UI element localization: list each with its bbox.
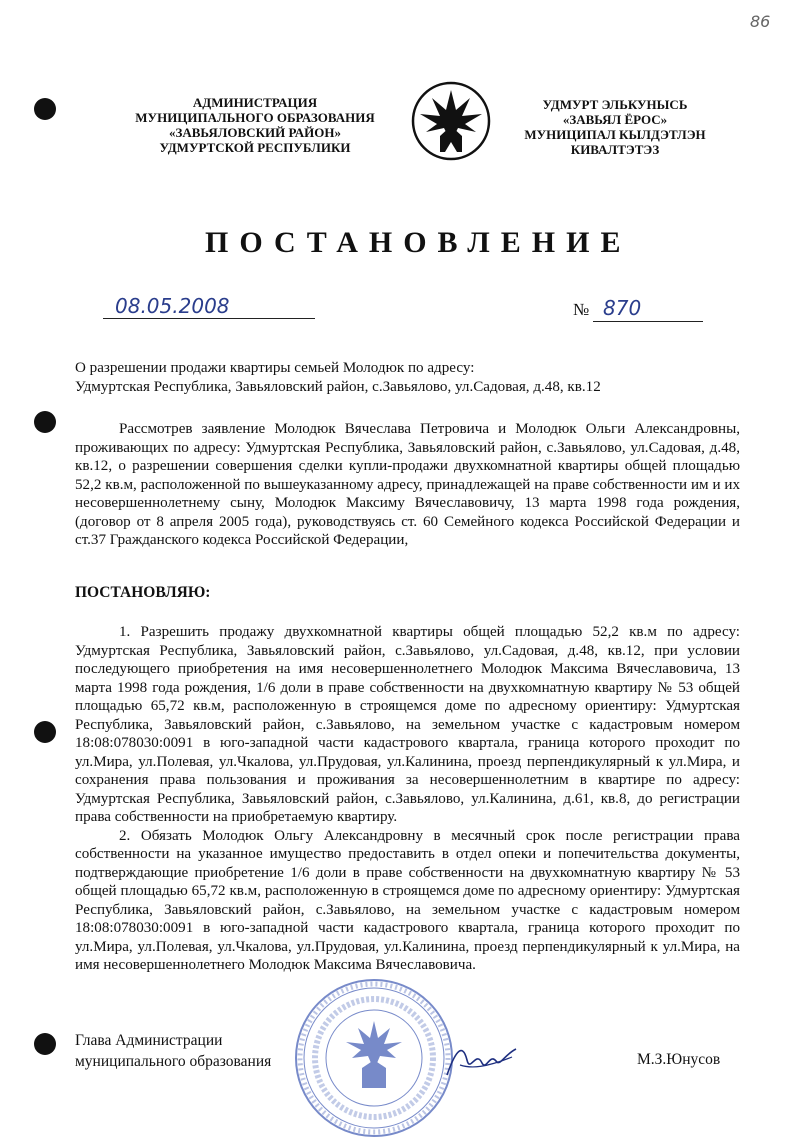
subject-line: О разрешении продажи квартиры семьей Молодюк по адресу: <box>75 360 475 376</box>
signature-position-line: Глава Администрации <box>75 1032 223 1049</box>
signature-position-line: муниципального образования <box>75 1053 272 1070</box>
punch-hole <box>34 98 56 120</box>
preamble <box>75 420 740 550</box>
preamble-paragraph: Рассмотрев заявление Молодюк Вячеслава Петровича и Молодюк Ольги Александровны, проживающих по адресу: Удмуртская Республика, Завьяловский район, с.Завьялово, ул.Садовая, д.48, кв.12, о разрешении совершения сделки купли-продажи двухкомнатной квартиры общей площадью 52,2 кв.м, расположенной по вышеуказанному адресу, принадлежащей на праве собственности им и их несовершеннолетнему сыну, Молодюк Максиму Вячеславовичу, 13 марта 1998 года рождения, (договор от 8 апреля 2005 года), руководствуясь ст. 60 Семейного кодекса Российской Федерации и ст.37 Гражданского кодекса Российской Федерации, <box>75 421 740 548</box>
signature-scribble <box>442 1035 522 1085</box>
official-seal-stamp <box>292 976 457 1141</box>
document-title: ПОСТАНОВЛЕНИЕ <box>205 226 632 259</box>
header-left-line: «ЗАВЬЯЛОВСКИЙ РАЙОН» <box>169 125 341 140</box>
resolution-item-2: 2. Обязать Молодюк Ольгу Александровну в месячный срок после регистрации права собственности на указанное имущество предоставить в отдел опеки и попечительства документы, подтверждающие приобретение 1/6 доли в праве собственности на двухкомнатную квартиру № 53 общей площадью 65,72 кв.м, расположенную в строящемся доме по адресному ориентиру: Удмуртская Республика, Завьяловский район, с.Завьялово, на земельном участке с кадастровым номером 18:08:078030:0091 в юго-западной части кадастрового квартала, граница которого проходит по ул.Мира, ул.Полевая, ул.Чкалова, ул.Прудовая, ул.Калинина, проезд перпендикулярный к ул.Мира, на имя несовершеннолетнего Молодюк Максима Вячеславовича. <box>75 827 740 973</box>
district-emblem-icon <box>410 80 492 162</box>
page-number-note: 86 <box>750 12 771 31</box>
header-left-line: АДМИНИСТРАЦИЯ <box>192 95 318 110</box>
resolve-heading: ПОСТАНОВЛЯЮ: <box>75 584 211 601</box>
signature-position <box>75 1030 271 1072</box>
document-date: 08.05.2008 <box>115 294 230 318</box>
resolution-item-1: 1. Разрешить продажу двухкомнатной квартиры общей площадью 52,2 кв.м по адресу: Удмуртская Республика, Завьяловский район, с.Завьялово, ул.Садовая, д.48, кв.12, при условии последующего приобретения на имя несовершеннолетнего Молодюк Максима Вячеславовича, 13 марта 1998 года рождения, 1/6 доли в праве собственности на двухкомнатную квартиру № 53 общей площадью 65,72 кв.м, расположенную в строящемся доме по адресному ориентиру: Удмуртская Республика, Завьяловский район, с.Завьялово, на земельном участке с кадастровым номером 18:08:078030:0091 в юго-западной части кадастрового квартала, граница которого проходит по ул.Мира, ул.Полевая, ул.Чкалова, ул.Прудовая, ул.Калинина, проезд перпендикулярный к ул.Мира, и сохранения права пользования и проживания за несовершеннолетним в квартире по адресу: Удмуртская Республика, Завьяловский район, с.Завьялово, ул.Калинина, д.61, кв.8, до регистрации права собственности на приобретаемую квартиру. <box>75 624 740 825</box>
header-right-line: КИВАЛТЭТЭЗ <box>570 142 660 157</box>
resolution-items <box>75 623 740 975</box>
punch-hole <box>34 411 56 433</box>
header-left-line: УДМУРТСКОЙ РЕСПУБЛИКИ <box>159 140 351 155</box>
header-right-line: УДМУРТ ЭЛЬКУНЫСЬ <box>542 97 688 112</box>
subject <box>75 359 740 396</box>
subject-line: Удмуртская Республика, Завьяловский район, с.Завьялово, ул.Садовая, д.48, кв.12 <box>75 378 601 395</box>
date-line <box>103 296 315 319</box>
number-label: № <box>573 300 590 319</box>
document-number: 870 <box>603 296 642 320</box>
header-right-line: МУНИЦИПАЛ КЫЛДЭТЛЭН <box>524 127 706 142</box>
punch-hole <box>34 721 56 743</box>
header-left <box>110 95 400 155</box>
header-right-line: «ЗАВЬЯЛ ЁРОС» <box>562 112 668 127</box>
header-left-line: МУНИЦИПАЛЬНОГО ОБРАЗОВАНИЯ <box>135 110 375 125</box>
number-line <box>593 296 703 322</box>
signatory-name: М.З.Юнусов <box>637 1051 721 1068</box>
punch-hole <box>34 1033 56 1055</box>
header-right <box>515 97 715 157</box>
